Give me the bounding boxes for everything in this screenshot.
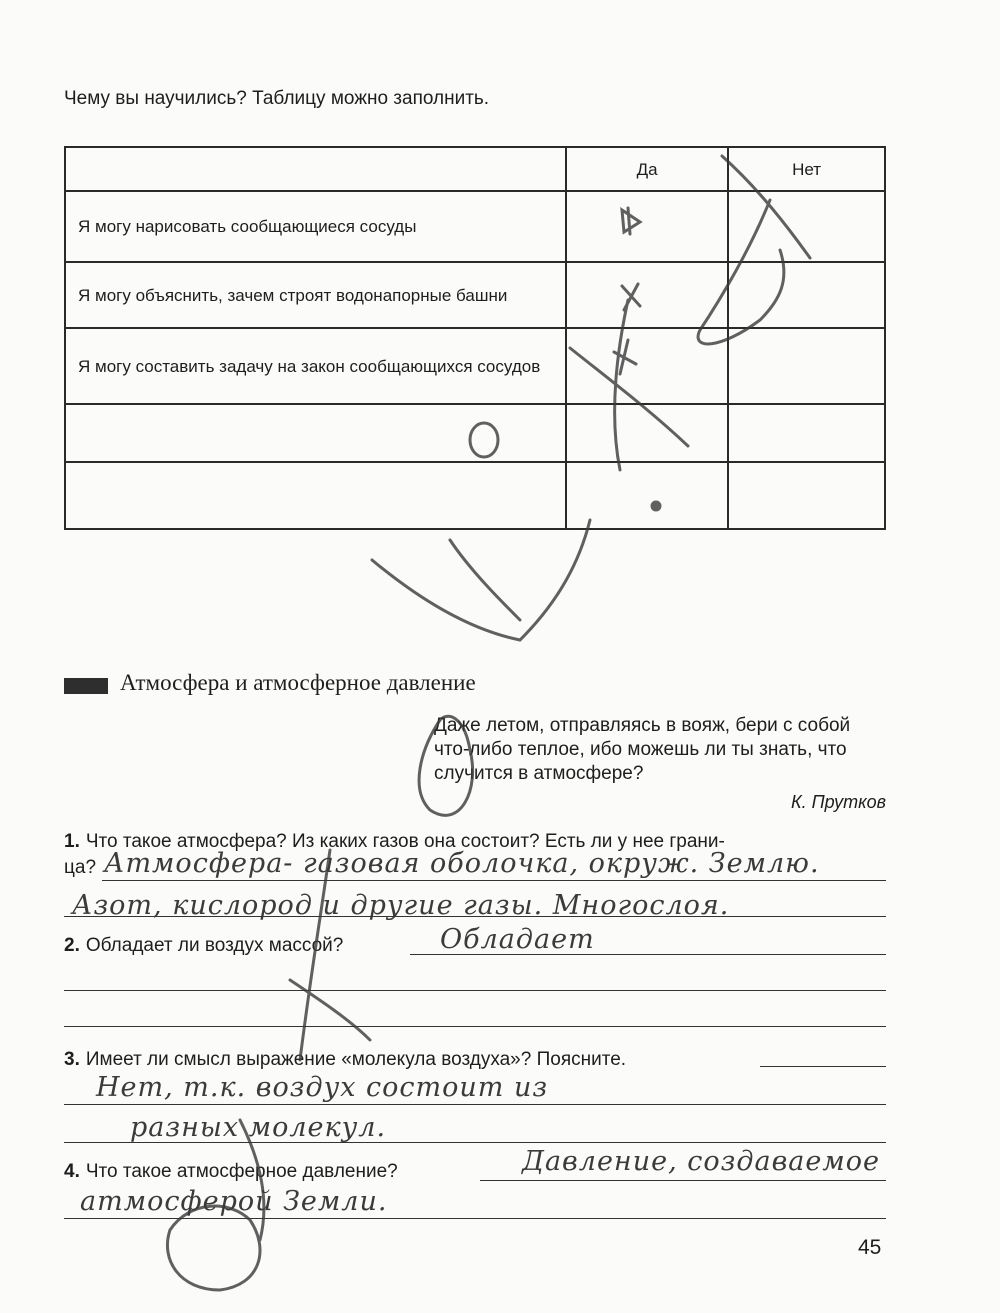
question-text: Имеет ли смысл выражение «молекула воздуха»? Поясните.: [85, 1049, 627, 1070]
question-number: 2.: [64, 935, 80, 956]
statement-cell: Я могу составить задачу на закон сообщающихся сосудов: [65, 328, 566, 404]
pencil-stroke: [570, 348, 688, 446]
page-number: 45: [858, 1236, 882, 1259]
handwritten-answer: Атмосфера- газовая оболочка, окруж. Землю.: [104, 848, 820, 879]
question-text: Что такое атмосфера? Из каких газов она состоит? Есть ли у нее грани-: [85, 831, 725, 852]
statement-cell: Я могу нарисовать сообщающиеся сосуды: [65, 191, 566, 262]
check-mark-icon: [622, 284, 640, 310]
handwritten-answer: Азот, кислород и другие газы. Многослоя.: [72, 890, 730, 921]
epigraph-author: К. Прутков: [791, 792, 886, 812]
handwritten-answer: Давление, создаваемое: [522, 1146, 880, 1177]
pencil-stroke: [290, 980, 370, 1040]
question-number: 4.: [64, 1161, 80, 1182]
pencil-stroke: [698, 200, 784, 344]
pencil-stroke: [167, 1206, 260, 1290]
handwritten-answer: Нет, т.к. воздух состоит из: [96, 1072, 549, 1103]
pencil-stroke: [300, 850, 330, 1060]
section-title: Атмосфера и атмосферное давление: [120, 670, 476, 695]
handwritten-answer: Обладает: [440, 924, 595, 955]
pencil-stroke: [372, 560, 520, 640]
pencil-stroke: [520, 520, 590, 640]
question-text: Что такое атмосферное давление?: [85, 1161, 398, 1182]
epigraph: Даже летом, отправляясь в вояж, бери с собой что-либо теплое, ибо можешь ли ты знать, что случится в атмосфере?: [434, 715, 851, 784]
pencil-stroke: [450, 540, 520, 620]
handwritten-answer: разных молекул.: [130, 1112, 387, 1143]
question-number: 3.: [64, 1049, 80, 1070]
pencil-stroke: [615, 300, 628, 470]
pencil-stroke: [419, 716, 473, 815]
statement-cell: Я могу объяснить, зачем строят водонапорные башни: [65, 262, 566, 328]
question-1-continued: ца?: [64, 857, 97, 878]
header-cell-yes: Да: [566, 147, 728, 191]
pencil-dot: [652, 502, 660, 510]
header-cell-no: Нет: [728, 147, 885, 191]
question-number: 1.: [64, 831, 80, 852]
check-mark-icon: [622, 208, 640, 234]
question-text: Обладает ли воздух массой?: [85, 935, 344, 956]
intro-text: Чему вы научились? Таблицу можно заполнить.: [64, 88, 490, 109]
handwritten-answer: атмосферой Земли.: [80, 1186, 388, 1217]
pencil-circle: [470, 423, 498, 457]
